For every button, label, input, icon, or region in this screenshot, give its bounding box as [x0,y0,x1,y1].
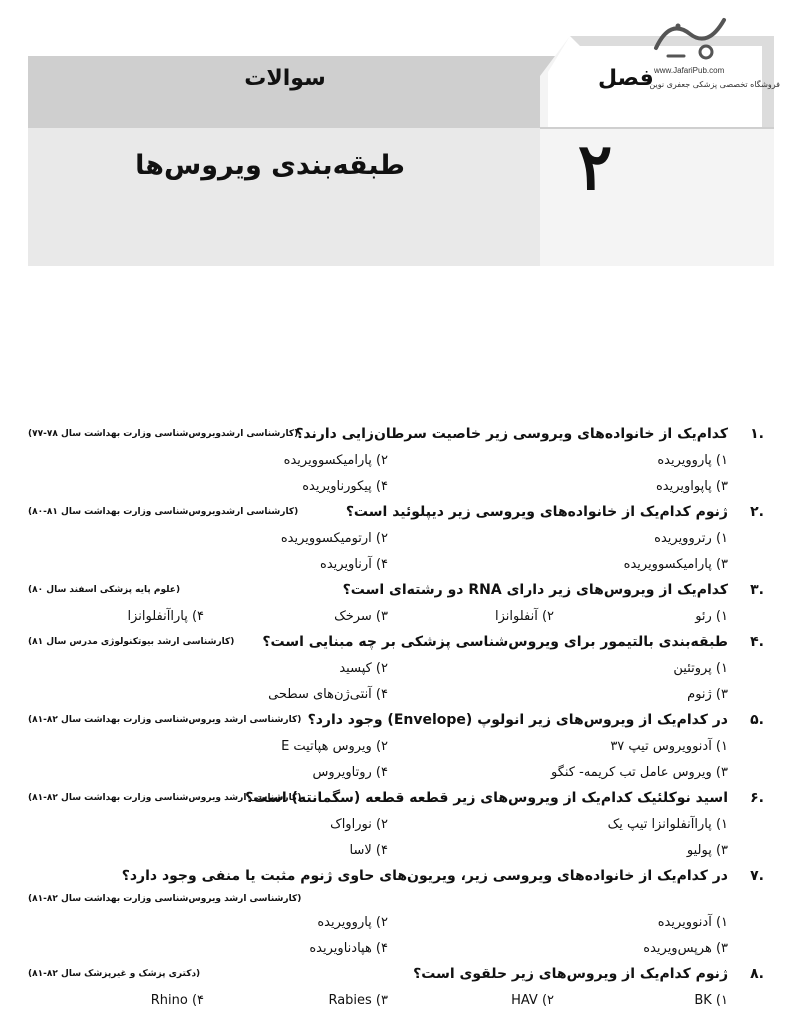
question-text: ژنوم کدام‌یک از خانواده‌های ویروسی زیر دیپلوئید است؟ [345,504,728,520]
question-text: ژنوم کدام‌یک از ویروس‌های زیر حلقوی است؟ [413,966,728,982]
question-source: (علوم پایه پزشکی اسفند سال ۸۰) [28,585,181,595]
option-3: ۳) هرپس‌ویریده [643,941,728,956]
question-text: طبقه‌بندی بالتیمور برای ویروس‌شناسی پزشکی بر چه مبنایی است؟ [262,634,728,650]
option-1: BK (۱ [694,993,728,1008]
question-text: در کدام‌یک از ویروس‌های زیر انولوپ (Envelope) وجود دارد؟ [307,712,728,728]
option-2: ۲) کپسید [339,661,388,676]
chapter-number: ۲ [577,130,613,205]
question-7 [28,866,764,964]
option-2: ۲) پارامیکسوویریده [283,453,388,468]
option-1: ۱) پاروویریده [657,453,728,468]
question-list [28,424,764,1012]
option-4: ۴) روتاویروس [312,765,388,780]
logo-subtitle: فروشگاه تخصصی پزشکی جعفری نوین [649,80,780,89]
question-source: (دکتری پزشک و غیرپزشک سال ۸۲-۸۱) [28,969,201,979]
option-2: ۲) ارتومیکسوویریده [280,531,388,546]
option-2: HAV (۲ [511,993,554,1008]
section-label: سوالات [244,66,326,91]
question-source: (کارشناسی ارشد ویروس‌شناسی وزارت بهداشت سال ۸۲-۸۱) [28,793,302,803]
question-number: ۷. [750,868,764,884]
option-3: ۳) پولیو [686,843,728,858]
question-number: ۲. [750,504,764,520]
option-3: ۳) ویروس عامل تب کریمه- کنگو [550,765,728,780]
question-number: ۱. [750,426,764,442]
option-3: ۳) سرخک [334,609,388,624]
option-4: ۴) هپادناویریده [309,941,388,956]
question-number: ۴. [750,634,764,650]
option-1: ۱) آدنوویروس تیپ ۳۷ [610,739,728,754]
option-2: ۲) نوراواک [330,817,388,832]
question-2 [28,502,764,580]
question-3 [28,580,764,632]
question-number: ۸. [750,966,764,982]
option-4: ۴) لاسا [349,843,388,858]
question-text: در کدام‌یک از خانواده‌های ویروسی زیر، ویریون‌های حاوی ژنوم مثبت یا منفی وجود دارد؟ [121,868,728,884]
logo-mark-icon [650,12,730,66]
option-2: ۲) پاروویریده [317,915,388,930]
chapter-title: طبقه‌بندی ویروس‌ها [135,150,405,181]
option-4: ۴) پاراآنفلوانزا [127,609,204,624]
option-3: ۳) ژنوم [687,687,728,702]
question-source: (کارشناسی ارشد ویروس‌شناسی وزارت بهداشت سال ۸۲-۸۱) [28,715,302,725]
question-6 [28,788,764,866]
option-3: ۳) پارامیکسوویریده [623,557,728,572]
option-3: ۳) پاپواویریده [655,479,728,494]
logo-url: www.JafariPub.com [654,66,725,75]
option-3: Rabies (۳ [328,993,388,1008]
publisher-logo [640,12,780,112]
option-4: Rhino (۴ [150,993,204,1008]
question-number: ۳. [750,582,764,598]
question-4 [28,632,764,710]
question-text: کدام‌یک از خانواده‌های ویروسی زیر خاصیت سرطان‌زایی دارند؟ [295,426,728,442]
question-number: ۵. [750,712,764,728]
option-4: ۴) آنتی‌ژن‌های سطحی [268,687,388,702]
question-source: (کارشناسی ارشد بیوتکنولوژی مدرس سال ۸۱) [28,637,235,647]
option-4: ۴) پیکورناویریده [302,479,388,494]
question-number: ۶. [750,790,764,806]
question-source: (کارشناسی ارشدویروس‌شناسی وزارت بهداشت سال ۸۱-۸۰) [28,507,299,517]
question-source: (کارشناسی ارشدویروس‌شناسی وزارت بهداشت سال ۷۸-۷۷) [28,429,299,439]
question-8 [28,964,764,1012]
option-4: ۴) آرناویریده [320,557,388,572]
option-1: ۱) رئو [695,609,728,624]
option-1: ۱) پاراآنفلوانزا تیپ یک [607,817,728,832]
option-1: ۱) آدنوویریده [657,915,728,930]
question-1 [28,424,764,502]
option-2: ۲) ویروس هپاتیت E [281,739,388,754]
question-5 [28,710,764,788]
option-2: ۲) آنفلوانزا [494,609,554,624]
option-1: ۱) رتروویریده [654,531,728,546]
question-source: (کارشناسی ارشد ویروس‌شناسی وزارت بهداشت سال ۸۲-۸۱) [28,894,302,904]
title-panel [28,128,568,266]
option-1: ۱) پروتئین [673,661,728,676]
chapter-word: فصل [598,66,654,91]
question-text: اسید نوکلئیک کدام‌یک از ویروس‌های زیر قطعه قطعه (سگمانته) است؟ [245,790,728,806]
question-text: کدام‌یک از ویروس‌های زیر دارای RNA دو رشته‌ای است؟ [342,582,728,598]
